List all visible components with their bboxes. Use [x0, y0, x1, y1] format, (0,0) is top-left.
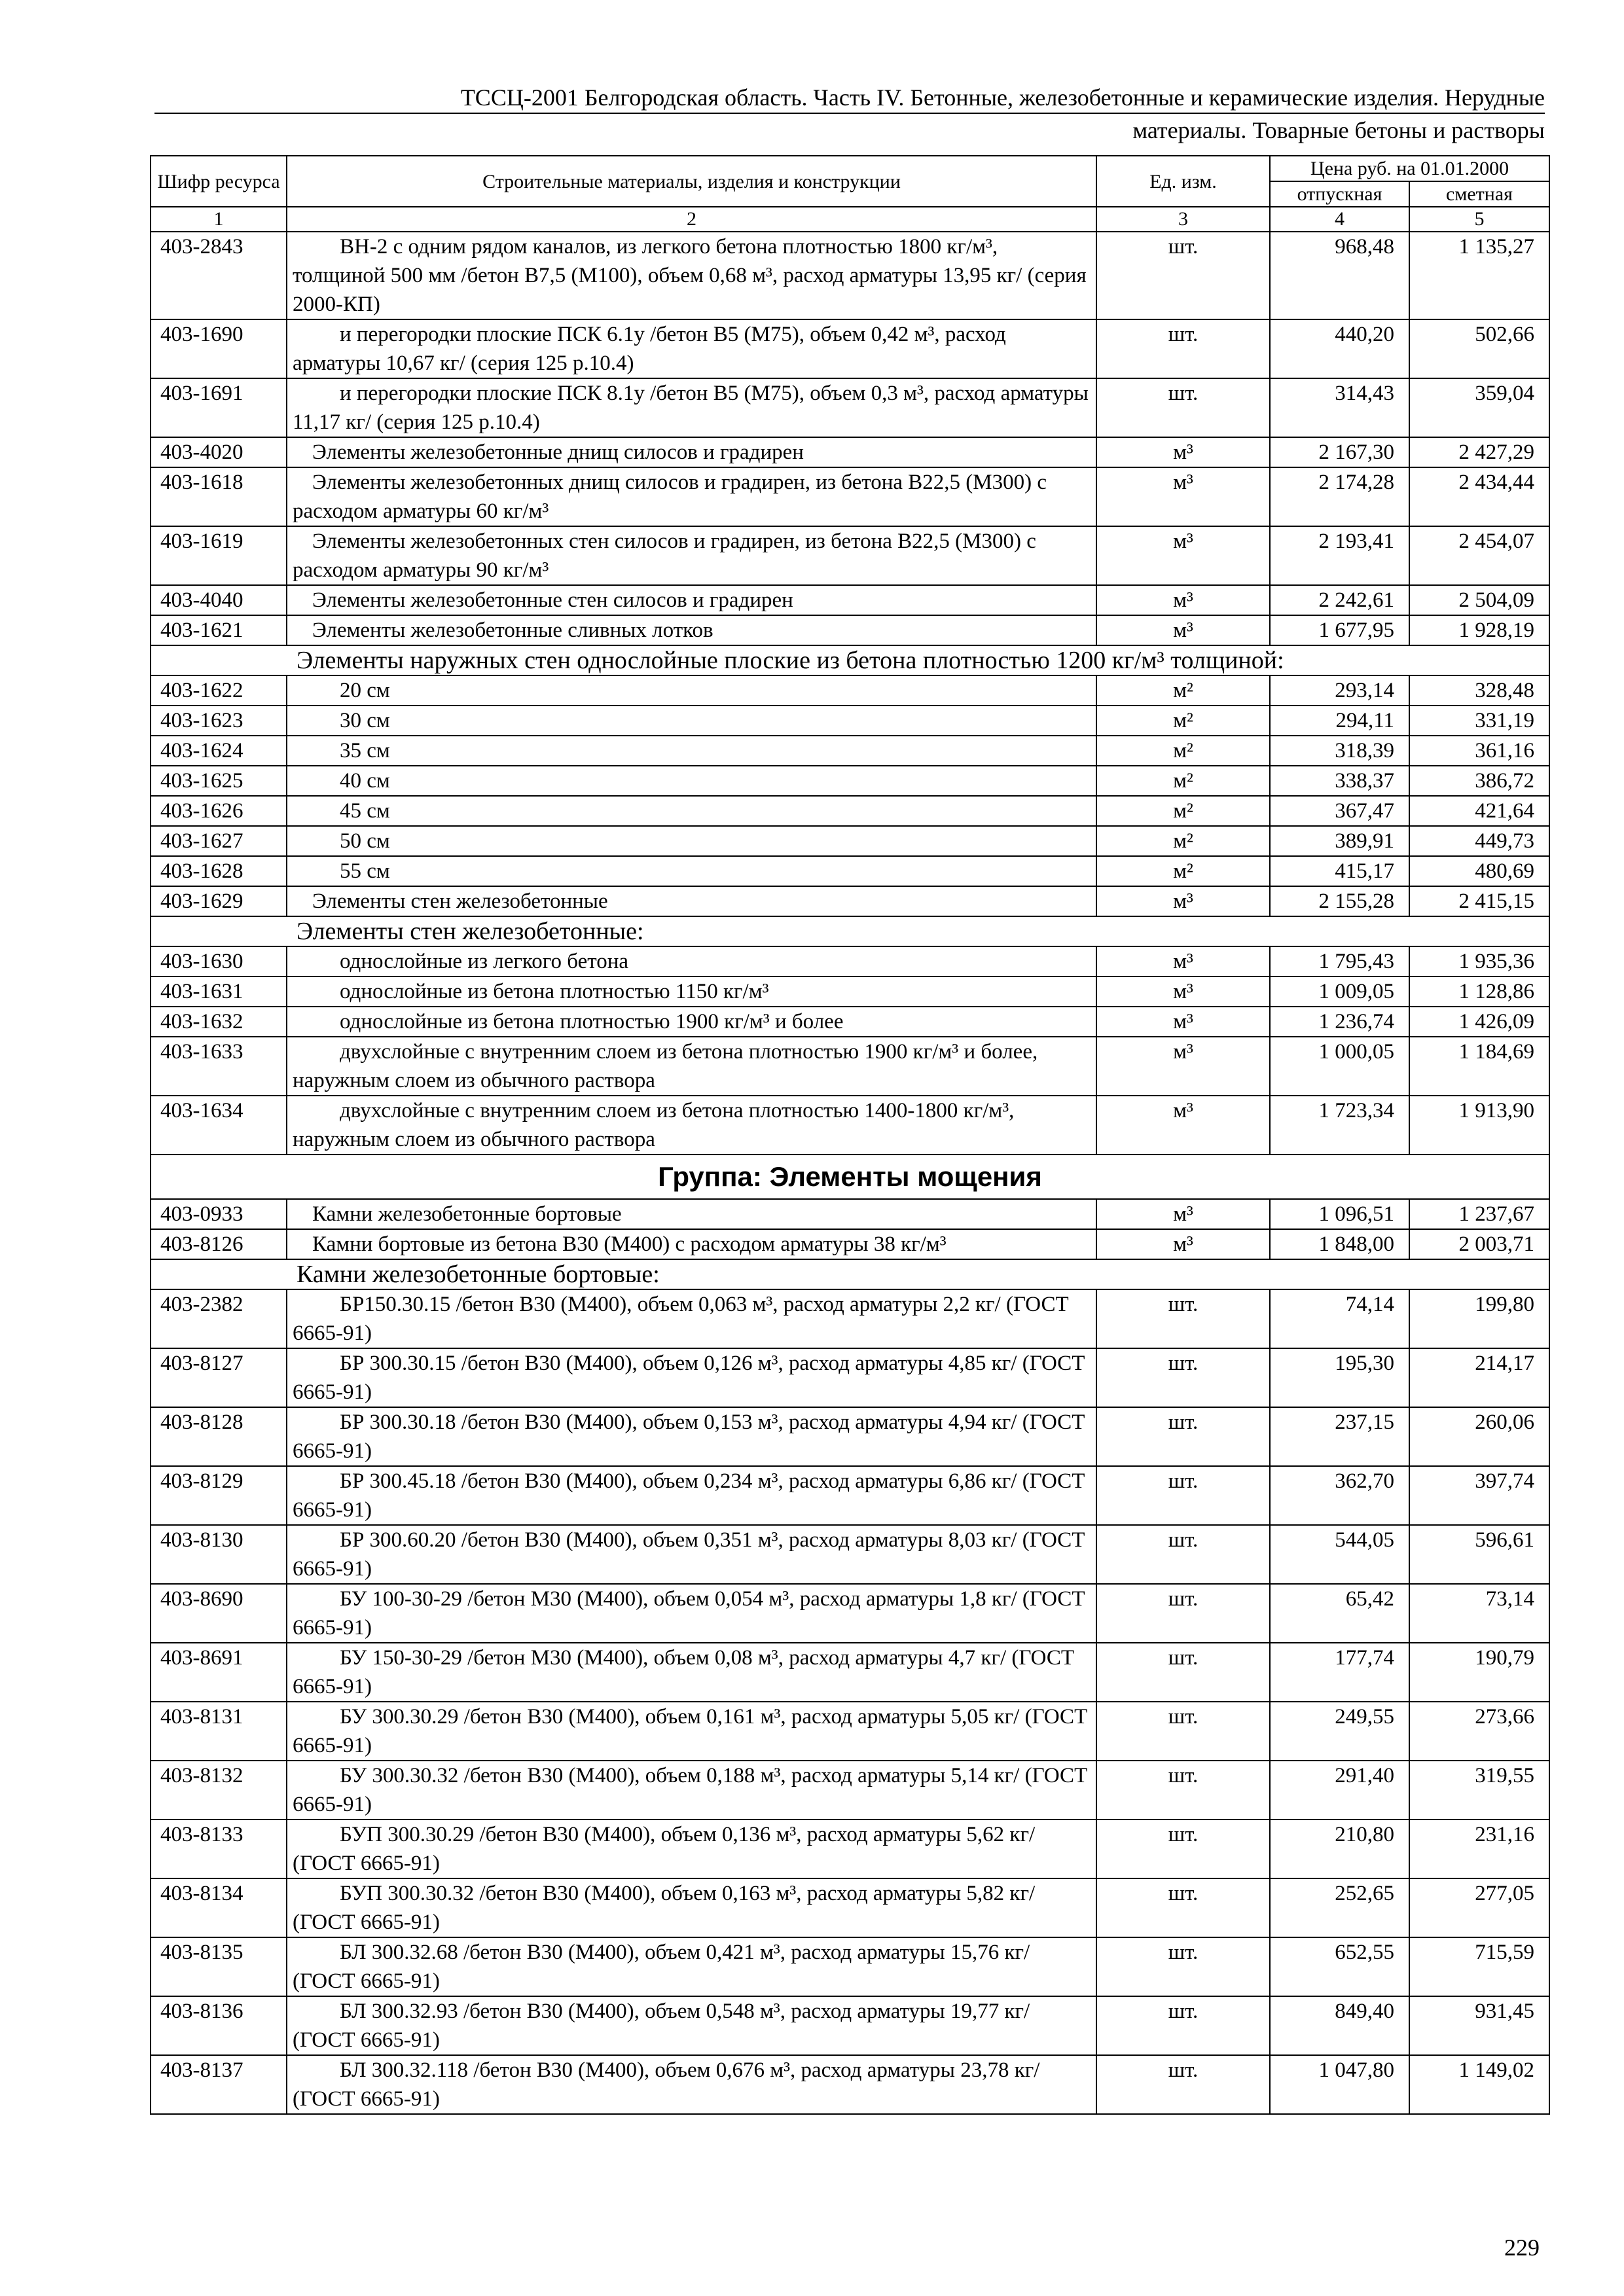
- release-price: 1 000,05: [1270, 1037, 1409, 1096]
- table-row: [151, 826, 1549, 856]
- material-description-cell: [287, 1037, 1096, 1096]
- unit-of-measure: м³: [1096, 615, 1270, 645]
- estimate-price: 2 415,15: [1409, 886, 1549, 916]
- header-unit: Ед. изм.: [1096, 156, 1270, 207]
- page-number: 229: [1504, 2234, 1540, 2261]
- unit-of-measure: м³: [1096, 526, 1270, 585]
- unit-of-measure: шт.: [1096, 2055, 1270, 2114]
- resource-code: 403-8135: [151, 1937, 287, 1996]
- release-price: 291,40: [1270, 1761, 1409, 1820]
- material-description: однослойные из бетона плотностью 1150 кг/м³: [340, 980, 769, 1003]
- material-description: БР150.30.15 /бетон В30 (М400), объем 0,063 м³, расход арматуры 2,2 кг/ (ГОСТ 6665-91): [293, 1293, 1069, 1345]
- section-heading: Элементы стен железобетонные:: [151, 916, 1549, 946]
- section-heading-row: [151, 645, 1549, 675]
- table-row: [151, 1407, 1549, 1466]
- unit-of-measure: м²: [1096, 766, 1270, 796]
- material-description: БР 300.30.15 /бетон В30 (М400), объем 0,126 м³, расход арматуры 4,85 кг/ (ГОСТ 6665-91): [293, 1352, 1085, 1404]
- material-description: БР 300.60.20 /бетон В30 (М400), объем 0,351 м³, расход арматуры 8,03 кг/ (ГОСТ 6665-91): [293, 1528, 1085, 1581]
- estimate-price: 1 935,36: [1409, 946, 1549, 977]
- unit-of-measure: шт.: [1096, 232, 1270, 319]
- estimate-price: 502,66: [1409, 319, 1549, 378]
- unit-of-measure: м²: [1096, 826, 1270, 856]
- resource-code: 403-8690: [151, 1584, 287, 1643]
- release-price: 1 848,00: [1270, 1229, 1409, 1259]
- release-price: 177,74: [1270, 1643, 1409, 1702]
- estimate-price: 480,69: [1409, 856, 1549, 886]
- resource-code: 403-1628: [151, 856, 287, 886]
- material-description: Элементы железобетонных стен силосов и градирен, из бетона В22,5 (М300) с расходом арматуры 90 кг/м³: [293, 529, 1036, 582]
- table-row: [151, 856, 1549, 886]
- header-price: Цена руб. на 01.01.2000: [1270, 156, 1549, 181]
- material-description-cell: [287, 232, 1096, 319]
- material-description: Элементы железобетонные стен силосов и градирен: [312, 588, 793, 612]
- material-description: 45 см: [340, 799, 390, 823]
- resource-code: 403-8127: [151, 1348, 287, 1407]
- resource-code: 403-8126: [151, 1229, 287, 1259]
- estimate-price: 1 135,27: [1409, 232, 1549, 319]
- release-price: 544,05: [1270, 1525, 1409, 1584]
- table-row: [151, 1466, 1549, 1525]
- table-row: [151, 675, 1549, 706]
- estimate-price: 931,45: [1409, 1996, 1549, 2055]
- material-description-cell: [287, 946, 1096, 977]
- resource-code: 403-8133: [151, 1820, 287, 1878]
- estimate-price: 2 434,44: [1409, 467, 1549, 526]
- release-price: 294,11: [1270, 706, 1409, 736]
- estimate-price: 1 184,69: [1409, 1037, 1549, 1096]
- table-row: [151, 766, 1549, 796]
- table-body: [151, 232, 1549, 2114]
- estimate-price: 231,16: [1409, 1820, 1549, 1878]
- release-price: 210,80: [1270, 1820, 1409, 1878]
- material-description-cell: [287, 766, 1096, 796]
- column-number: 3: [1096, 207, 1270, 232]
- material-description: 55 см: [340, 859, 390, 883]
- material-description-cell: [287, 1878, 1096, 1937]
- release-price: 318,39: [1270, 736, 1409, 766]
- material-description-cell: [287, 675, 1096, 706]
- material-description: 40 см: [340, 769, 390, 793]
- material-description: БУ 300.30.29 /бетон В30 (М400), объем 0,161 м³, расход арматуры 5,05 кг/ (ГОСТ 6665-91): [293, 1705, 1088, 1757]
- unit-of-measure: шт.: [1096, 1878, 1270, 1937]
- release-price: 2 242,61: [1270, 585, 1409, 615]
- material-description-cell: [287, 886, 1096, 916]
- release-price: 440,20: [1270, 319, 1409, 378]
- material-description: 30 см: [340, 709, 390, 732]
- material-description: БУ 100-30-29 /бетон М30 (М400), объем 0,054 м³, расход арматуры 1,8 кг/ (ГОСТ 6665-91): [293, 1587, 1085, 1640]
- release-price: 338,37: [1270, 766, 1409, 796]
- estimate-price: 190,79: [1409, 1643, 1549, 1702]
- material-description: 20 см: [340, 679, 390, 702]
- header-materials: Строительные материалы, изделия и конструкции: [287, 156, 1096, 207]
- material-description: однослойные из бетона плотностью 1900 кг/м³ и более: [340, 1010, 844, 1033]
- estimate-price: 1 928,19: [1409, 615, 1549, 645]
- material-description-cell: [287, 526, 1096, 585]
- release-price: 1 236,74: [1270, 1007, 1409, 1037]
- column-number: 1: [151, 207, 287, 232]
- table-row: [151, 1348, 1549, 1407]
- material-description: Камни железобетонные бортовые: [312, 1202, 622, 1226]
- material-description-cell: [287, 736, 1096, 766]
- estimate-price: 214,17: [1409, 1348, 1549, 1407]
- material-description: БЛ 300.32.118 /бетон В30 (М400), объем 0,676 м³, расход арматуры 23,78 кг/ (ГОСТ 6665-91): [293, 2058, 1040, 2111]
- release-price: 65,42: [1270, 1584, 1409, 1643]
- resource-code: 403-1630: [151, 946, 287, 977]
- material-description-cell: [287, 1407, 1096, 1466]
- release-price: 237,15: [1270, 1407, 1409, 1466]
- material-description: ВН-2 с одним рядом каналов, из легкого бетона плотностью 1800 кг/м³, толщиной 500 мм /бетон В7,5 (М100), объем 0,68 м³, расход арматуры 13,95 кг/ (серия 2000-КП): [293, 235, 1087, 316]
- estimate-price: 1 913,90: [1409, 1096, 1549, 1155]
- resource-code: 403-2382: [151, 1289, 287, 1348]
- estimate-price: 331,19: [1409, 706, 1549, 736]
- unit-of-measure: м³: [1096, 467, 1270, 526]
- release-price: 293,14: [1270, 675, 1409, 706]
- column-number: 4: [1270, 207, 1409, 232]
- resource-code: 403-8128: [151, 1407, 287, 1466]
- page-header-title: ТССЦ-2001 Белгородская область. Часть IV. Бетонные, железобетонные и керамические изделия. Нерудные: [154, 84, 1545, 114]
- unit-of-measure: м³: [1096, 977, 1270, 1007]
- release-price: 195,30: [1270, 1348, 1409, 1407]
- table-row: [151, 1761, 1549, 1820]
- estimate-price: 397,74: [1409, 1466, 1549, 1525]
- material-description-cell: [287, 585, 1096, 615]
- unit-of-measure: шт.: [1096, 1466, 1270, 1525]
- table-row: [151, 232, 1549, 319]
- material-description: и перегородки плоские ПСК 8.1у /бетон В5 (М75), объем 0,3 м³, расход арматуры 11,17 кг/ (серия 125 р.10.4): [293, 382, 1089, 434]
- resource-code: 403-1631: [151, 977, 287, 1007]
- material-description: Элементы стен железобетонные: [312, 889, 608, 913]
- material-description: БУП 300.30.32 /бетон В30 (М400), объем 0,163 м³, расход арматуры 5,82 кг/ (ГОСТ 6665-91): [293, 1882, 1036, 1934]
- release-price: 2 174,28: [1270, 467, 1409, 526]
- unit-of-measure: м³: [1096, 1037, 1270, 1096]
- table-row: [151, 736, 1549, 766]
- material-description-cell: [287, 856, 1096, 886]
- group-heading-row: [151, 1155, 1549, 1199]
- material-description: Элементы железобетонные днищ силосов и градирен: [312, 440, 804, 464]
- section-heading-row: [151, 916, 1549, 946]
- material-description-cell: [287, 706, 1096, 736]
- table-row: [151, 615, 1549, 645]
- page-header-subtitle: материалы. Товарные бетоны и растворы: [1132, 117, 1545, 143]
- material-description-cell: [287, 796, 1096, 826]
- material-description-cell: [287, 1199, 1096, 1229]
- resource-code: 403-1622: [151, 675, 287, 706]
- material-description-cell: [287, 1702, 1096, 1761]
- table-row: [151, 437, 1549, 467]
- table-row: [151, 1878, 1549, 1937]
- table-row: [151, 1937, 1549, 1996]
- resource-code: 403-1623: [151, 706, 287, 736]
- material-description: БЛ 300.32.68 /бетон В30 (М400), объем 0,421 м³, расход арматуры 15,76 кг/ (ГОСТ 6665-91): [293, 1941, 1030, 1993]
- estimate-price: 1 237,67: [1409, 1199, 1549, 1229]
- release-price: 389,91: [1270, 826, 1409, 856]
- estimate-price: 328,48: [1409, 675, 1549, 706]
- release-price: 1 047,80: [1270, 2055, 1409, 2114]
- resource-code: 403-1626: [151, 796, 287, 826]
- table-row: [151, 1820, 1549, 1878]
- release-price: 74,14: [1270, 1289, 1409, 1348]
- release-price: 2 155,28: [1270, 886, 1409, 916]
- material-description-cell: [287, 826, 1096, 856]
- unit-of-measure: м³: [1096, 1229, 1270, 1259]
- material-description-cell: [287, 1466, 1096, 1525]
- estimate-price: 2 504,09: [1409, 585, 1549, 615]
- material-description-cell: [287, 1348, 1096, 1407]
- estimate-price: 361,16: [1409, 736, 1549, 766]
- table-row: [151, 977, 1549, 1007]
- resource-code: 403-1634: [151, 1096, 287, 1155]
- resource-code: 403-8131: [151, 1702, 287, 1761]
- header-release-price: отпускная: [1270, 181, 1409, 207]
- resource-code: 403-4040: [151, 585, 287, 615]
- unit-of-measure: шт.: [1096, 1348, 1270, 1407]
- material-description: БР 300.45.18 /бетон В30 (М400), объем 0,234 м³, расход арматуры 6,86 кг/ (ГОСТ 6665-91): [293, 1469, 1085, 1522]
- release-price: 1 795,43: [1270, 946, 1409, 977]
- resource-code: 403-1618: [151, 467, 287, 526]
- estimate-price: 715,59: [1409, 1937, 1549, 1996]
- column-number: 2: [287, 207, 1096, 232]
- table-row: [151, 1289, 1549, 1348]
- estimate-price: 596,61: [1409, 1525, 1549, 1584]
- resource-code: 403-1629: [151, 886, 287, 916]
- material-description: Элементы железобетонных днищ силосов и градирен, из бетона В22,5 (М300) с расходом арматуры 60 кг/м³: [293, 471, 1047, 523]
- resource-code: 403-1632: [151, 1007, 287, 1037]
- material-description-cell: [287, 1229, 1096, 1259]
- resource-code: 403-8134: [151, 1878, 287, 1937]
- table-row: [151, 1007, 1549, 1037]
- table-row: [151, 467, 1549, 526]
- estimate-price: 319,55: [1409, 1761, 1549, 1820]
- table-row: [151, 1643, 1549, 1702]
- resource-code: 403-8130: [151, 1525, 287, 1584]
- estimate-price: 277,05: [1409, 1878, 1549, 1937]
- material-description-cell: [287, 977, 1096, 1007]
- unit-of-measure: шт.: [1096, 1525, 1270, 1584]
- resource-code: 403-4020: [151, 437, 287, 467]
- material-description: БУП 300.30.29 /бетон В30 (М400), объем 0,136 м³, расход арматуры 5,62 кг/ (ГОСТ 6665-91): [293, 1823, 1036, 1875]
- group-heading: Группа: Элементы мощения: [151, 1155, 1549, 1199]
- header-code: Шифр ресурса: [151, 156, 287, 207]
- resource-code: 403-1690: [151, 319, 287, 378]
- release-price: 1 723,34: [1270, 1096, 1409, 1155]
- resource-code: 403-1633: [151, 1037, 287, 1096]
- release-price: 849,40: [1270, 1996, 1409, 2055]
- estimate-price: 2 454,07: [1409, 526, 1549, 585]
- release-price: 652,55: [1270, 1937, 1409, 1996]
- material-description-cell: [287, 615, 1096, 645]
- unit-of-measure: м³: [1096, 946, 1270, 977]
- unit-of-measure: м³: [1096, 1096, 1270, 1155]
- unit-of-measure: м²: [1096, 675, 1270, 706]
- estimate-price: 2 003,71: [1409, 1229, 1549, 1259]
- unit-of-measure: шт.: [1096, 319, 1270, 378]
- material-description-cell: [287, 437, 1096, 467]
- resource-code: 403-8136: [151, 1996, 287, 2055]
- unit-of-measure: шт.: [1096, 1407, 1270, 1466]
- material-description-cell: [287, 1525, 1096, 1584]
- unit-of-measure: шт.: [1096, 1937, 1270, 1996]
- unit-of-measure: шт.: [1096, 1996, 1270, 2055]
- section-heading: Элементы наружных стен однослойные плоские из бетона плотностью 1200 кг/м³ толщиной:: [151, 645, 1549, 675]
- release-price: 1 677,95: [1270, 615, 1409, 645]
- estimate-price: 73,14: [1409, 1584, 1549, 1643]
- material-description: двухслойные с внутренним слоем из бетона плотностью 1400-1800 кг/м³, наружным слоем из обычного раствора: [293, 1099, 1015, 1151]
- material-description-cell: [287, 1584, 1096, 1643]
- estimate-price: 1 128,86: [1409, 977, 1549, 1007]
- material-description-cell: [287, 319, 1096, 378]
- unit-of-measure: м²: [1096, 736, 1270, 766]
- table-row: [151, 319, 1549, 378]
- material-description-cell: [287, 467, 1096, 526]
- release-price: 314,43: [1270, 378, 1409, 437]
- material-description-cell: [287, 1289, 1096, 1348]
- material-description: однослойные из легкого бетона: [340, 950, 629, 973]
- unit-of-measure: м³: [1096, 1199, 1270, 1229]
- resource-code: 403-8691: [151, 1643, 287, 1702]
- material-description-cell: [287, 1937, 1096, 1996]
- release-price: 2 193,41: [1270, 526, 1409, 585]
- table-row: [151, 1199, 1549, 1229]
- material-description: 50 см: [340, 829, 390, 853]
- estimate-price: 386,72: [1409, 766, 1549, 796]
- estimate-price: 1 149,02: [1409, 2055, 1549, 2114]
- material-description-cell: [287, 1996, 1096, 2055]
- table-row: [151, 1584, 1549, 1643]
- material-description: двухслойные с внутренним слоем из бетона плотностью 1900 кг/м³ и более, наружным слоем из обычного раствора: [293, 1040, 1038, 1092]
- estimate-price: 260,06: [1409, 1407, 1549, 1466]
- header-estimate-price: сметная: [1409, 181, 1549, 207]
- unit-of-measure: шт.: [1096, 1289, 1270, 1348]
- unit-of-measure: м³: [1096, 886, 1270, 916]
- material-description: БУ 300.30.32 /бетон В30 (М400), объем 0,188 м³, расход арматуры 5,14 кг/ (ГОСТ 6665-91): [293, 1764, 1088, 1816]
- table-row: [151, 378, 1549, 437]
- table-row: [151, 946, 1549, 977]
- material-description-cell: [287, 1096, 1096, 1155]
- unit-of-measure: м³: [1096, 437, 1270, 467]
- unit-of-measure: м²: [1096, 856, 1270, 886]
- unit-of-measure: м³: [1096, 1007, 1270, 1037]
- material-description-cell: [287, 1820, 1096, 1878]
- estimate-price: 421,64: [1409, 796, 1549, 826]
- material-description: и перегородки плоские ПСК 6.1у /бетон В5 (М75), объем 0,42 м³, расход арматуры 10,67 кг/ (серия 125 р.10.4): [293, 323, 1006, 375]
- table-row: [151, 796, 1549, 826]
- material-description: БЛ 300.32.93 /бетон В30 (М400), объем 0,548 м³, расход арматуры 19,77 кг/ (ГОСТ 6665-91): [293, 2000, 1030, 2052]
- release-price: 968,48: [1270, 232, 1409, 319]
- unit-of-measure: шт.: [1096, 1643, 1270, 1702]
- resource-code: 403-1619: [151, 526, 287, 585]
- unit-of-measure: шт.: [1096, 1820, 1270, 1878]
- material-description: 35 см: [340, 739, 390, 762]
- table-row: [151, 1702, 1549, 1761]
- release-price: 252,65: [1270, 1878, 1409, 1937]
- release-price: 2 167,30: [1270, 437, 1409, 467]
- release-price: 1 009,05: [1270, 977, 1409, 1007]
- material-description: Элементы железобетонные сливных лотков: [312, 619, 713, 642]
- estimate-price: 273,66: [1409, 1702, 1549, 1761]
- release-price: 1 096,51: [1270, 1199, 1409, 1229]
- table-row: [151, 1229, 1549, 1259]
- section-heading-row: [151, 1259, 1549, 1289]
- resource-code: 403-8132: [151, 1761, 287, 1820]
- release-price: 415,17: [1270, 856, 1409, 886]
- release-price: 249,55: [1270, 1702, 1409, 1761]
- resource-code: 403-1625: [151, 766, 287, 796]
- resource-code: 403-8129: [151, 1466, 287, 1525]
- release-price: 362,70: [1270, 1466, 1409, 1525]
- material-description: Камни бортовые из бетона В30 (М400) с расходом арматуры 38 кг/м³: [312, 1232, 947, 1256]
- material-description-cell: [287, 1761, 1096, 1820]
- table-row: [151, 2055, 1549, 2114]
- unit-of-measure: шт.: [1096, 1584, 1270, 1643]
- column-number: 5: [1409, 207, 1549, 232]
- release-price: 367,47: [1270, 796, 1409, 826]
- estimate-price: 449,73: [1409, 826, 1549, 856]
- table-row: [151, 1525, 1549, 1584]
- table-row: [151, 1037, 1549, 1096]
- unit-of-measure: м³: [1096, 585, 1270, 615]
- material-description-cell: [287, 2055, 1096, 2114]
- resource-code: 403-1621: [151, 615, 287, 645]
- table-row: [151, 1096, 1549, 1155]
- estimate-price: 1 426,09: [1409, 1007, 1549, 1037]
- material-description: БР 300.30.18 /бетон В30 (М400), объем 0,153 м³, расход арматуры 4,94 кг/ (ГОСТ 6665-91): [293, 1410, 1085, 1463]
- estimate-price: 2 427,29: [1409, 437, 1549, 467]
- resource-code: 403-0933: [151, 1199, 287, 1229]
- material-description-cell: [287, 1643, 1096, 1702]
- price-table: [150, 155, 1550, 2115]
- resource-code: 403-8137: [151, 2055, 287, 2114]
- table-row: [151, 585, 1549, 615]
- unit-of-measure: шт.: [1096, 378, 1270, 437]
- resource-code: 403-1627: [151, 826, 287, 856]
- resource-code: 403-2843: [151, 232, 287, 319]
- material-description-cell: [287, 378, 1096, 437]
- estimate-price: 359,04: [1409, 378, 1549, 437]
- resource-code: 403-1691: [151, 378, 287, 437]
- unit-of-measure: м²: [1096, 796, 1270, 826]
- section-heading: Камни железобетонные бортовые:: [151, 1259, 1549, 1289]
- estimate-price: 199,80: [1409, 1289, 1549, 1348]
- table-row: [151, 886, 1549, 916]
- unit-of-measure: шт.: [1096, 1761, 1270, 1820]
- table-row: [151, 1996, 1549, 2055]
- resource-code: 403-1624: [151, 736, 287, 766]
- table-row: [151, 526, 1549, 585]
- unit-of-measure: м²: [1096, 706, 1270, 736]
- table-row: [151, 706, 1549, 736]
- unit-of-measure: шт.: [1096, 1702, 1270, 1761]
- material-description: БУ 150-30-29 /бетон М30 (М400), объем 0,08 м³, расход арматуры 4,7 кг/ (ГОСТ 6665-91): [293, 1646, 1075, 1698]
- material-description-cell: [287, 1007, 1096, 1037]
